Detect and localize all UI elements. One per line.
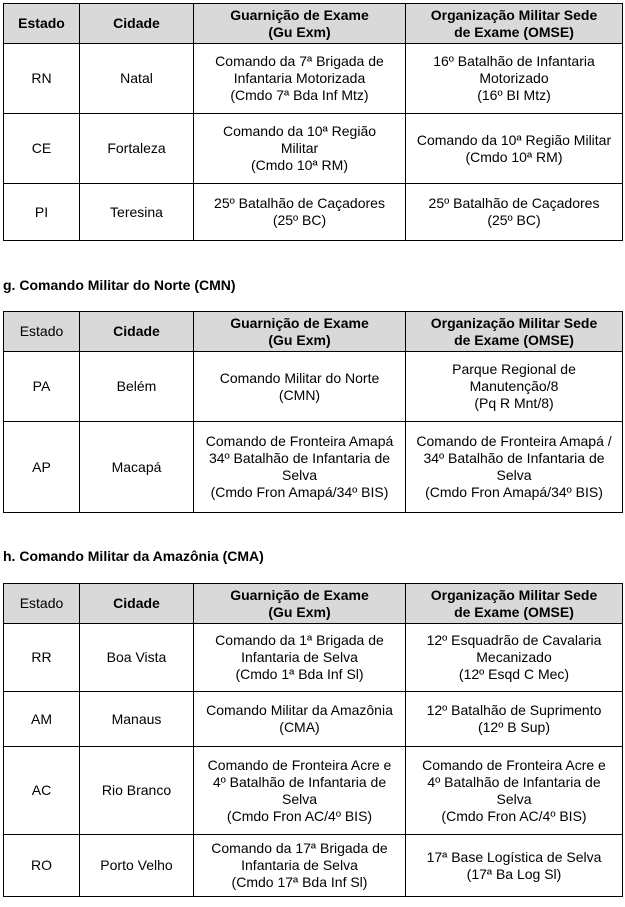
cell-cidade: Porto Velho <box>80 835 194 897</box>
cell-estado: CE <box>4 114 80 184</box>
cell-estado: AP <box>4 422 80 513</box>
table-row <box>4 184 623 241</box>
cell-estado: RN <box>4 44 80 114</box>
header-guarnicao: Guarnição de Exame (Gu Exm) <box>194 584 406 624</box>
table-row <box>4 624 623 692</box>
cell-cidade: Rio Branco <box>80 747 194 835</box>
cell-guarnicao: Comando da 1ª Brigada de Infantaria de Selva (Cmdo 1ª Bda Inf Sl) <box>194 624 406 692</box>
cell-guarnicao: Comando da 7ª Brigada de Infantaria Motorizada (Cmdo 7ª Bda Inf Mtz) <box>194 44 406 114</box>
omse-table-cma <box>3 583 623 897</box>
cell-cidade: Natal <box>80 44 194 114</box>
cell-guarnicao: Comando da 17ª Brigada de Infantaria de Selva (Cmdo 17ª Bda Inf Sl) <box>194 835 406 897</box>
header-omse: Organização Militar Sede de Exame (OMSE) <box>406 584 623 624</box>
cell-omse: Comando de Fronteira Amapá / 34º Batalhão de Infantaria de Selva (Cmdo Fron Amapá/34º BIS) <box>406 422 623 513</box>
header-omse: Organização Militar Sede de Exame (OMSE) <box>406 4 623 44</box>
cell-guarnicao: 25º Batalhão de Caçadores (25º BC) <box>194 184 406 241</box>
cell-cidade: Fortaleza <box>80 114 194 184</box>
cell-estado: PI <box>4 184 80 241</box>
section-title-cma: h. Comando Militar da Amazônia (CMA) <box>3 548 264 564</box>
cell-omse: Comando de Fronteira Acre e 4º Batalhão de Infantaria de Selva (Cmdo Fron AC/4º BIS) <box>406 747 623 835</box>
cell-guarnicao: Comando Militar do Norte (CMN) <box>194 352 406 422</box>
cell-cidade: Boa Vista <box>80 624 194 692</box>
header-cidade: Cidade <box>80 4 194 44</box>
cell-guarnicao: Comando Militar da Amazônia (CMA) <box>194 692 406 747</box>
cell-guarnicao: Comando de Fronteira Amapá 34º Batalhão de Infantaria de Selva (Cmdo Fron Amapá/34º BIS) <box>194 422 406 513</box>
cell-omse: Parque Regional de Manutenção/8 (Pq R Mnt/8) <box>406 352 623 422</box>
section-title-cmn: g. Comando Militar do Norte (CMN) <box>3 277 236 293</box>
cell-cidade: Macapá <box>80 422 194 513</box>
header-guarnicao: Guarnição de Exame (Gu Exm) <box>194 4 406 44</box>
omse-table-cmn <box>3 311 623 513</box>
header-estado: Estado <box>4 584 80 624</box>
table-row <box>4 352 623 422</box>
cell-omse: 16º Batalhão de Infantaria Motorizado (16º BI Mtz) <box>406 44 623 114</box>
cell-omse: 12º Batalhão de Suprimento (12º B Sup) <box>406 692 623 747</box>
table-row <box>4 422 623 513</box>
header-estado: Estado <box>4 312 80 352</box>
cell-omse: 25º Batalhão de Caçadores (25º BC) <box>406 184 623 241</box>
header-guarnicao: Guarnição de Exame (Gu Exm) <box>194 312 406 352</box>
table-row <box>4 835 623 897</box>
cell-guarnicao: Comando da 10ª Região Militar (Cmdo 10ª RM) <box>194 114 406 184</box>
cell-estado: AM <box>4 692 80 747</box>
header-omse: Organização Militar Sede de Exame (OMSE) <box>406 312 623 352</box>
cell-omse: Comando da 10ª Região Militar (Cmdo 10ª RM) <box>406 114 623 184</box>
cell-cidade: Teresina <box>80 184 194 241</box>
table-header-row <box>4 312 623 352</box>
table-row <box>4 692 623 747</box>
table-row <box>4 44 623 114</box>
table-header-row <box>4 584 623 624</box>
cell-estado: PA <box>4 352 80 422</box>
cell-omse: 17ª Base Logística de Selva (17ª Ba Log Sl) <box>406 835 623 897</box>
cell-cidade: Belém <box>80 352 194 422</box>
cell-omse: 12º Esquadrão de Cavalaria Mecanizado (12º Esqd C Mec) <box>406 624 623 692</box>
cell-guarnicao: Comando de Fronteira Acre e 4º Batalhão de Infantaria de Selva (Cmdo Fron AC/4º BIS) <box>194 747 406 835</box>
header-cidade: Cidade <box>80 312 194 352</box>
header-cidade: Cidade <box>80 584 194 624</box>
cell-estado: RR <box>4 624 80 692</box>
cell-cidade: Manaus <box>80 692 194 747</box>
header-estado: Estado <box>4 4 80 44</box>
table-header-row <box>4 4 623 44</box>
table-row <box>4 747 623 835</box>
table-row <box>4 114 623 184</box>
omse-table-1 <box>3 3 623 241</box>
cell-estado: RO <box>4 835 80 897</box>
cell-estado: AC <box>4 747 80 835</box>
